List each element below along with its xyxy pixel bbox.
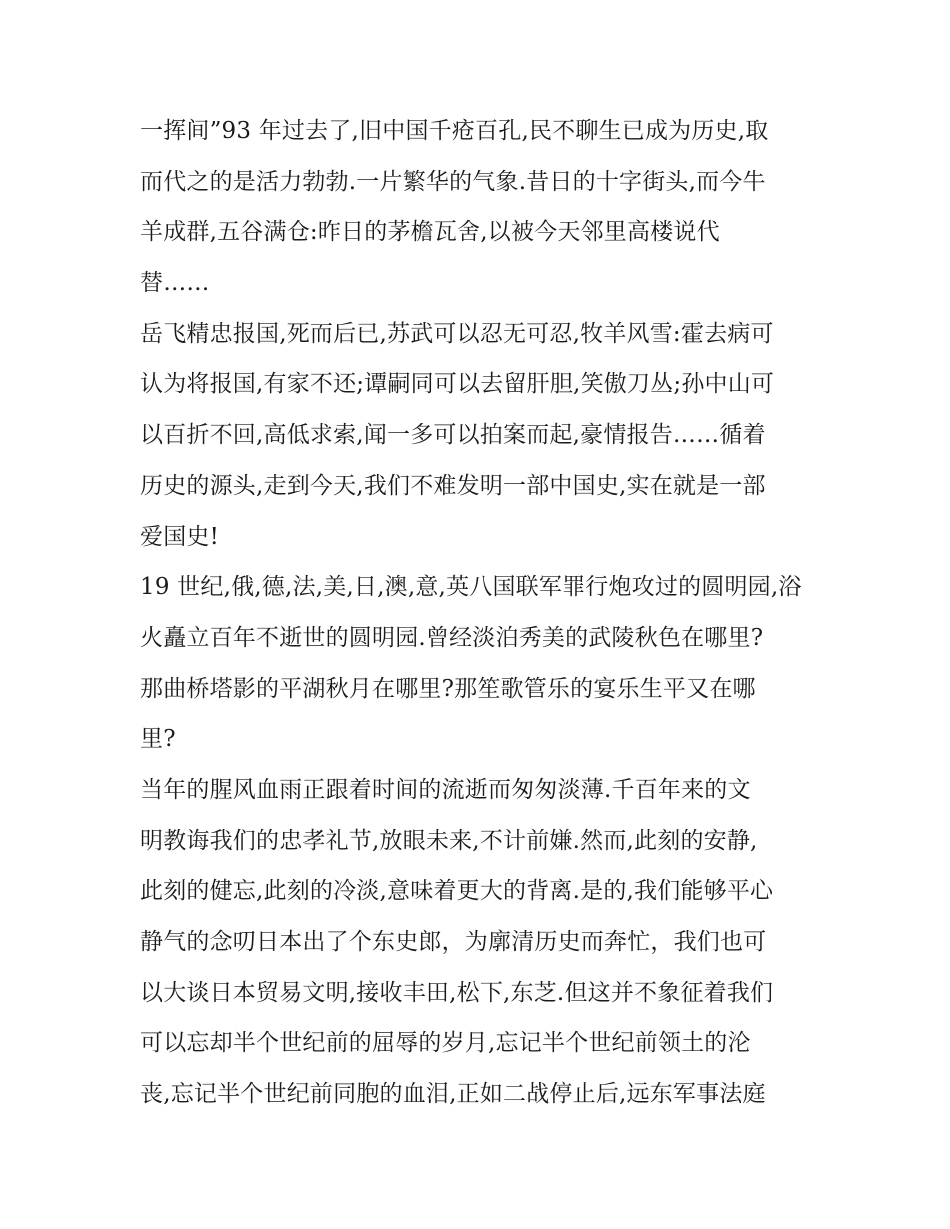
text-line: 替…… — [140, 270, 210, 297]
text-line: 丧,忘记半个世纪前同胞的血泪,正如二战停止后,远东军事法庭 — [140, 1081, 766, 1108]
text-line: 里? — [140, 726, 176, 753]
text-line: 而代之的是活力勃勃.一片繁华的气象.昔日的十字街头,而今牛 — [140, 168, 766, 195]
text-line: 一挥间”93 年过去了,旧中国千疮百孔,民不聊生已成为历史,取 — [140, 118, 769, 144]
text-line: 明教诲我们的忠孝礼节,放眼未来,不计前嫌.然而,此刻的安静, — [140, 827, 758, 854]
text-line: 以百折不回,高低求索,闻一多可以拍案而起,豪情报告……循着 — [140, 422, 766, 449]
text-line: 羊成群,五谷满仓:昨日的茅檐瓦舍,以被今天邻里高楼说代 — [140, 219, 720, 246]
text-line: 此刻的健忘,此刻的冷淡,意味着更大的背离.是的,我们能够平心 — [140, 878, 774, 905]
text-line: 可以忘却半个世纪前的屈辱的岁月,忘记半个世纪前领土的沦 — [140, 1030, 751, 1057]
document-body — [140, 106, 820, 1120]
text-line: 爱国史! — [140, 523, 220, 550]
text-line: 历史的源头,走到今天,我们不难发明一部中国史,实在就是一部 — [140, 472, 766, 499]
text-line: 认为将报国,有家不还;谭嗣同可以去留肝胆,笑傲刀丛;孙中山可 — [140, 371, 775, 398]
text-line: 那曲桥塔影的平湖秋月在哪里?那笙歌管乐的宴乐生平又在哪 — [140, 675, 756, 702]
paragraph-4 — [140, 765, 820, 1120]
text-line: 当年的腥风血雨正跟着时间的流逝而匆匆淡薄.千百年来的文 — [140, 776, 751, 803]
text-line: 火矗立百年不逝世的圆明园.曾经淡泊秀美的武陵秋色在哪里? — [140, 624, 764, 651]
paragraph-1 — [140, 106, 820, 309]
paragraph-2 — [140, 309, 820, 562]
paragraph-3 — [140, 562, 820, 765]
text-line: 静气的念叨日本出了个东史郎，为廓清历史而奔忙，我们也可 — [140, 929, 767, 955]
text-line: 以大谈日本贸易文明,接收丰田,松下,东芝.但这并不象征着我们 — [140, 979, 774, 1006]
text-line: 19 世纪,俄,德,法,美,日,澳,意,英八国联军罪行炮攻过的圆明园,浴 — [140, 574, 802, 601]
text-line: 岳飞精忠报国,死而后已,苏武可以忍无可忍,牧羊风雪:霍去病可 — [140, 320, 774, 347]
